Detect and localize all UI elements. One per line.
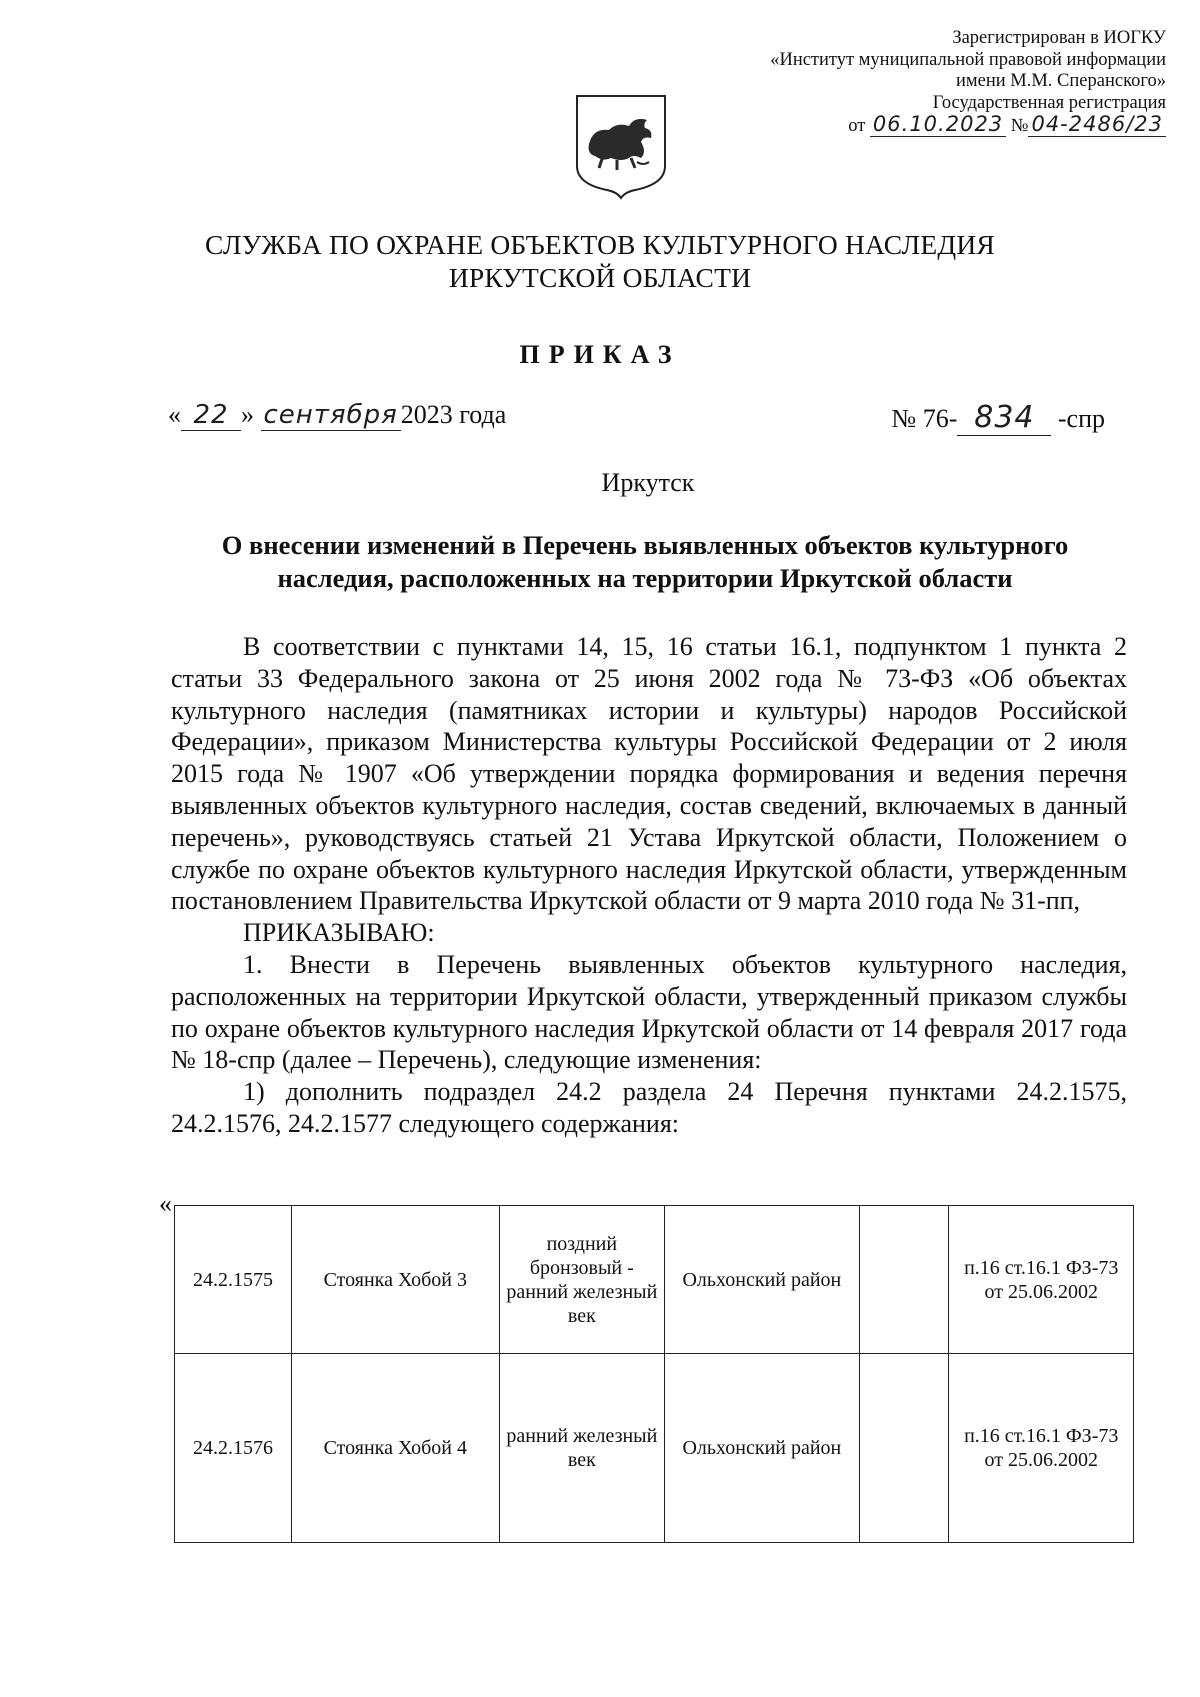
date-open-quote: «	[168, 400, 181, 429]
date-month: сентября	[261, 400, 401, 431]
cell-dating: поздний бронзовый - ранний железный век	[499, 1206, 664, 1354]
body-paragraph-preamble: В соответствии с пунктами 14, 15, 16 статьи 16.1, подпунктом 1 пункта 2 статьи 33 Федерального закона от 25 июня 2002 года № 73-ФЗ «Об объектах культурного наследия (памятниках истории и культуры) народов Российской Федерации», приказом Министерства культуры Российской Федерации от 2 июля 2015 года № 1907 «Об утверждении порядка формирования и ведения перечня выявленных объектов культурного наследия, состав сведений, включаемых в данный перечень», руководствуясь статьей 21 Устава Иркутской области, Положением о службе по охране объектов культурного наследия Иркутской области, утвержденным постановлением Правительства Иркутской области от 9 марта 2010 года № 31-пп,	[171, 632, 1127, 916]
cell-location: Ольхонский район	[665, 1354, 860, 1543]
body-paragraph-item-1: 1. Внести в Перечень выявленных объектов культурного наследия, расположенных на территории Иркутской области, утвержденный приказом службы по охране объектов культурного наследия Иркутской области от 14 февраля 2017 года № 18-спр (далее – Перечень), следующие изменения:	[171, 949, 1127, 1075]
registration-date-number	[646, 114, 1166, 138]
cell-basis: п.16 ст.16.1 ФЗ-73 от 25.06.2002	[949, 1206, 1134, 1354]
document-type: ПРИКАЗ	[519, 340, 681, 369]
cell-basis: п.16 ст.16.1 ФЗ-73 от 25.06.2002	[949, 1354, 1134, 1543]
agency-name	[0, 228, 1200, 294]
agency-name-line-1: СЛУЖБА ПО ОХРАНЕ ОБЪЕКТОВ КУЛЬТУРНОГО НАСЛЕДИЯ	[205, 229, 995, 260]
cell-location: Ольхонский район	[665, 1206, 860, 1354]
registration-number: 04-2486/23	[1028, 114, 1166, 137]
cell-number: 24.2.1576	[175, 1354, 292, 1543]
document-title	[170, 529, 1120, 595]
date-year: 2023 года	[400, 400, 507, 429]
document-title-line-2: наследия, расположенных на территории Иркутской области	[277, 563, 1013, 593]
agency-name-line-2: ИРКУТСКОЙ ОБЛАСТИ	[448, 262, 752, 293]
table-open-quote: «	[159, 1189, 172, 1218]
cell-extra	[859, 1354, 949, 1543]
registration-line-2: «Институт муниципальной правовой информации	[770, 49, 1166, 70]
registration-from-label: от	[848, 116, 866, 136]
document-title-line-1: О внесении изменений в Перечень выявленных объектов культурного	[221, 530, 1069, 560]
registration-line-3: имени М.М. Сперанского»	[956, 71, 1166, 91]
date-close-quote: »	[241, 400, 254, 429]
cell-extra	[859, 1206, 949, 1354]
registration-line-4: Государственная регистрация	[932, 92, 1166, 113]
document-body	[171, 631, 1127, 1140]
document-date	[168, 400, 506, 431]
registration-date: 06.10.2023	[870, 114, 1006, 137]
city-name: Иркутск	[601, 468, 695, 497]
cell-number: 24.2.1575	[175, 1206, 292, 1354]
cell-name: Стоянка Хобой 4	[291, 1354, 499, 1543]
cell-dating: ранний железный век	[499, 1354, 664, 1543]
registration-no-label: №	[1010, 116, 1029, 136]
table-row	[175, 1206, 1134, 1354]
number-value: 834	[957, 400, 1051, 436]
number-prefix: № 76-	[891, 404, 958, 433]
table-row	[175, 1354, 1134, 1543]
body-paragraph-subitem-1: 1) дополнить подраздел 24.2 раздела 24 Перечня пунктами 24.2.1575, 24.2.1576, 24.2.1577 следующего содержания:	[171, 1077, 1127, 1138]
registration-line-1: Зарегистрирован в ИОГКУ	[952, 28, 1166, 48]
number-suffix: -спр	[1057, 404, 1105, 433]
body-paragraph-order: ПРИКАЗЫВАЮ:	[243, 918, 435, 948]
heritage-entries-table	[174, 1205, 1134, 1543]
date-day: 22	[181, 400, 241, 431]
registration-stamp	[646, 28, 1166, 138]
document-number	[891, 400, 1105, 436]
cell-name: Стоянка Хобой 3	[291, 1206, 499, 1354]
irkutsk-coat-of-arms-icon	[573, 92, 669, 200]
